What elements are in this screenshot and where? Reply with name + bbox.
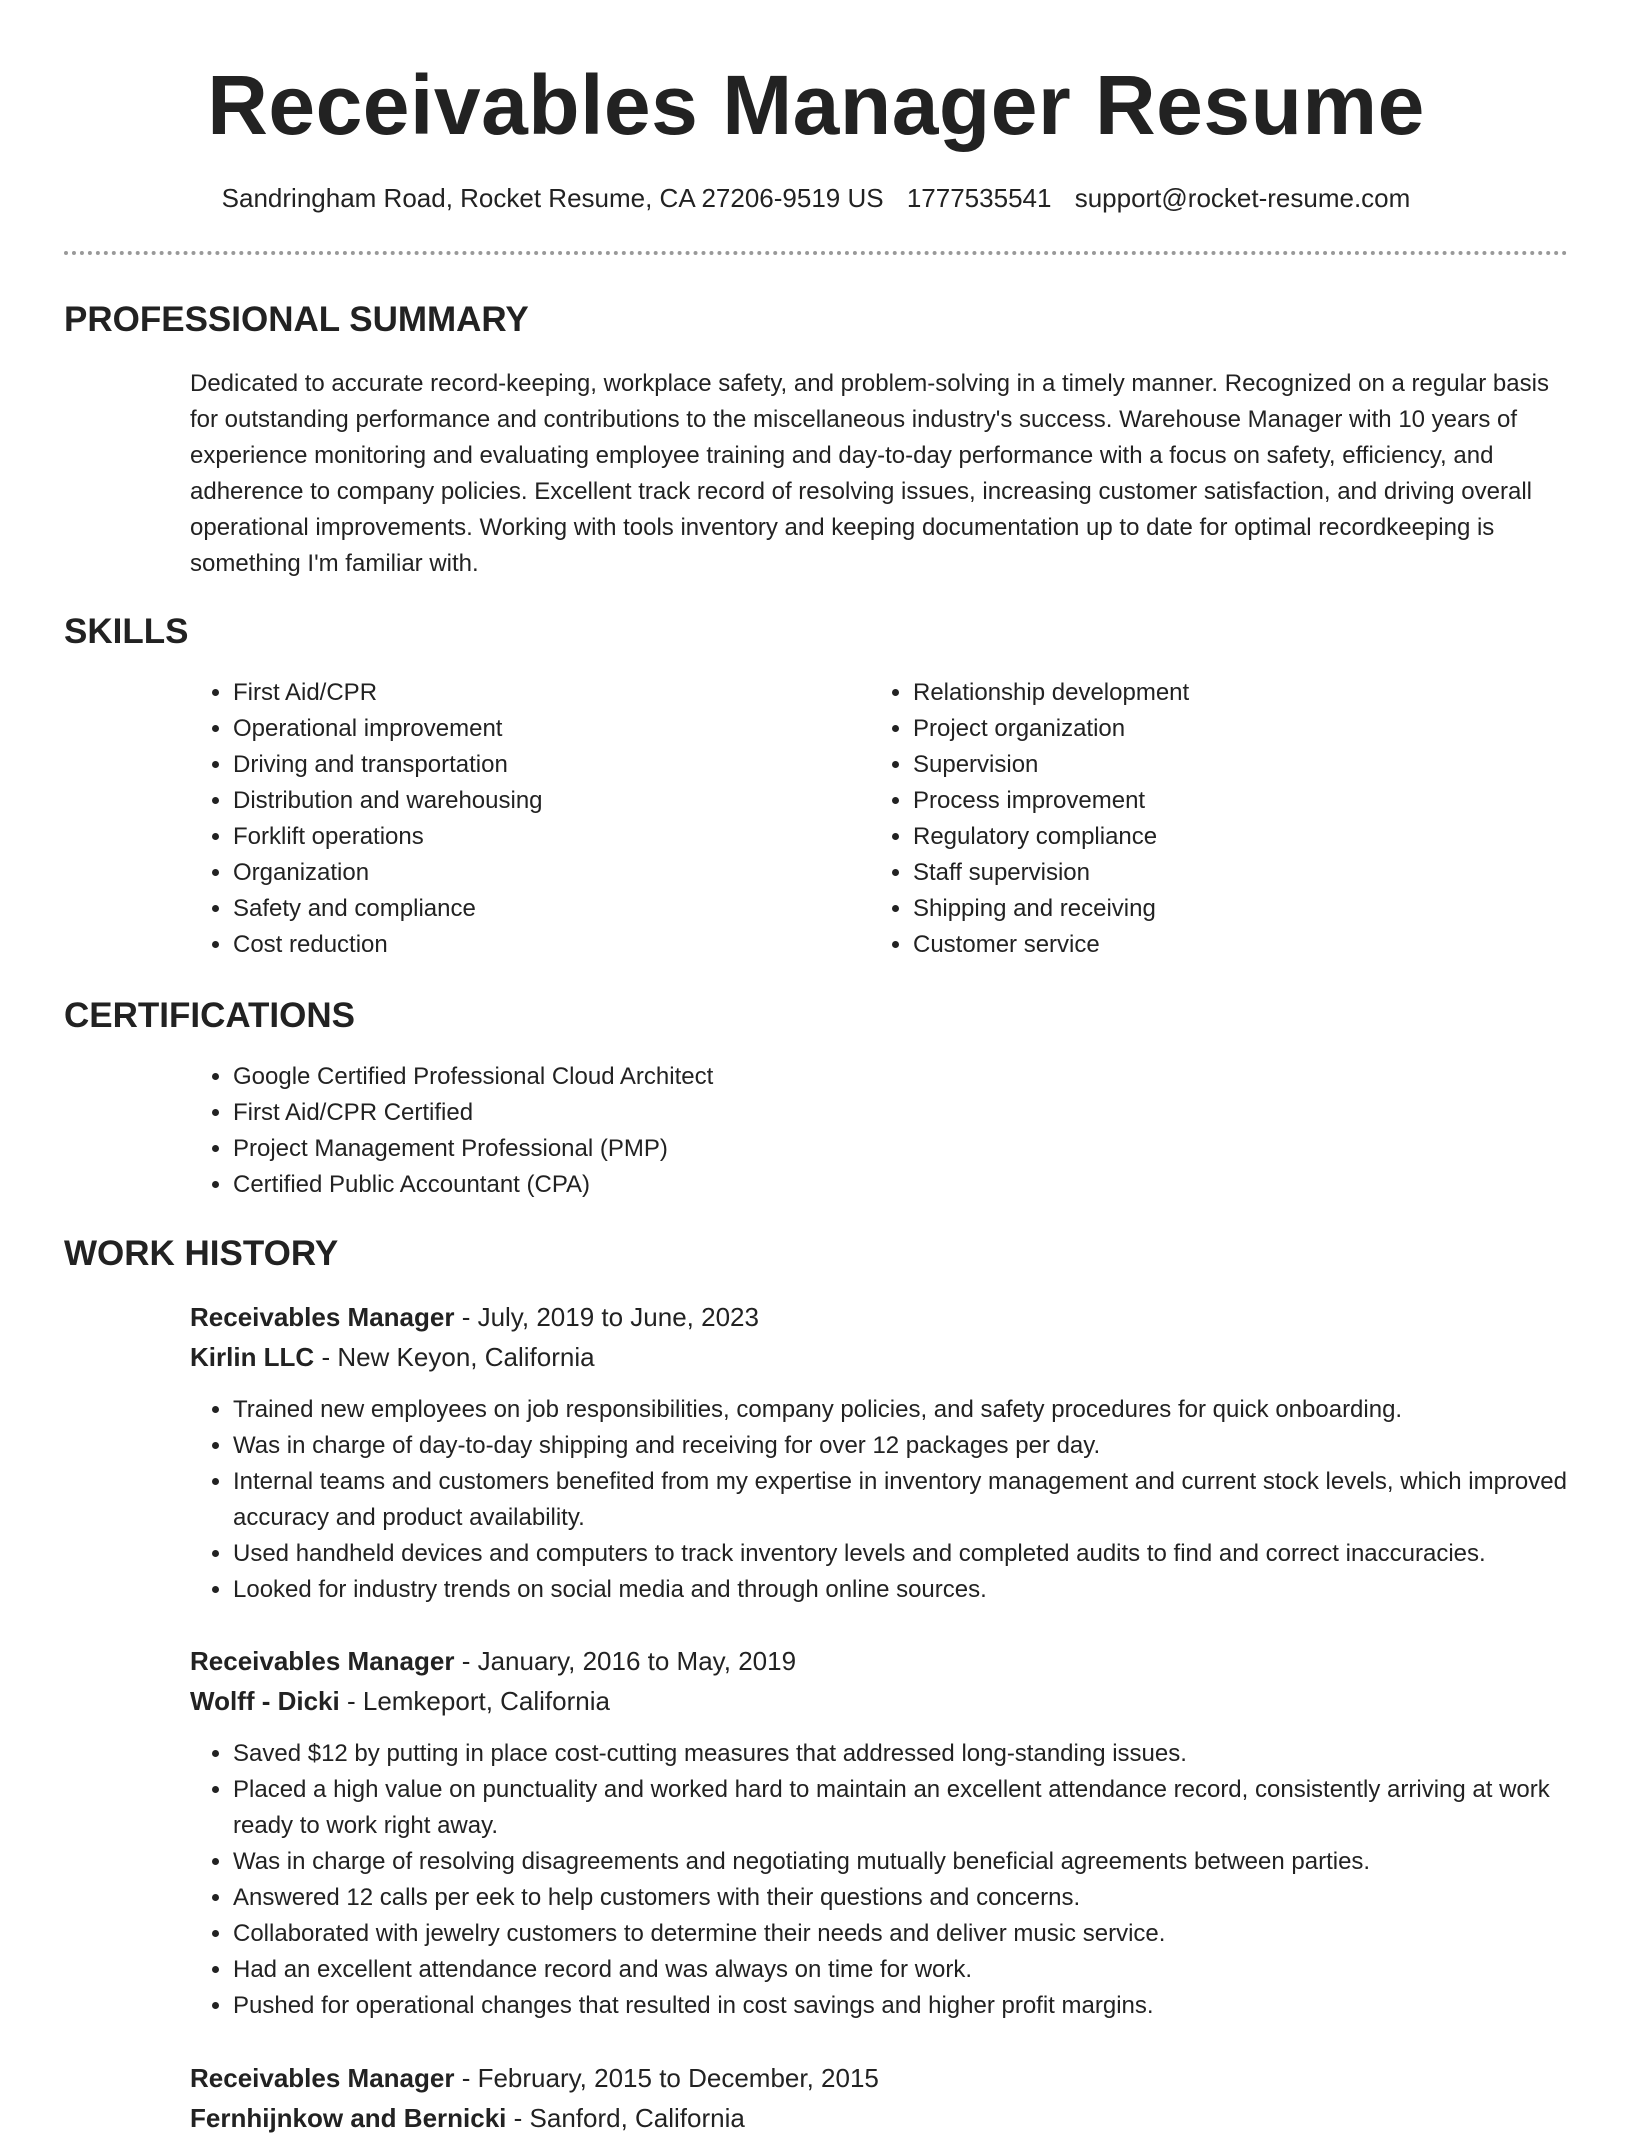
- certification-item: • Project Management Professional (PMP): [233, 1131, 1593, 1167]
- summary-heading: PROFESSIONAL SUMMARY: [64, 300, 529, 339]
- job-bullets: [190, 1736, 1593, 2024]
- job-bullet: • Was in charge of day-to-day shipping and receiving for over 12 packages per day.: [233, 1428, 1593, 1464]
- job-dates: - January, 2016 to May, 2019: [454, 1646, 797, 1676]
- contact-line: [0, 180, 1632, 216]
- job-bullet: • Saved $12 by putting in place cost-cutting measures that addressed long-standing issues.: [233, 1736, 1593, 1772]
- job-company-line: [190, 1681, 610, 1721]
- skill-item: • Staff supervision: [913, 855, 1533, 891]
- skill-item: • Distribution and warehousing: [233, 783, 853, 819]
- job-dates: - February, 2015 to December, 2015: [454, 2063, 879, 2093]
- work-history-heading: WORK HISTORY: [64, 1234, 339, 1273]
- job-title: Receivables Manager: [190, 1302, 455, 1332]
- skill-item: • Organization: [233, 855, 853, 891]
- summary-text: Dedicated to accurate record-keeping, workplace safety, and problem-solving in a timely manner. Recognized on a regular basis for outstanding performance and contributions to the miscellaneous industry's success. Warehouse Manager with 10 years of experience monitoring and evaluating employee training and day-to-day performance with a focus on safety, efficiency, and adherence to company policies. Excellent track record of resolving issues, increasing customer satisfaction, and driving overall operational improvements. Working with tools inventory and keeping documentation up to date for optimal recordkeeping is something I'm familiar with.: [190, 370, 1549, 577]
- job-bullet: • Internal teams and customers benefited from my expertise in inventory management and current stock levels, which improved accuracy and product availability.: [233, 1464, 1593, 1536]
- job-title: Receivables Manager: [190, 2063, 455, 2093]
- certification-item: • Certified Public Accountant (CPA): [233, 1167, 1593, 1203]
- job-bullet: • Trained new employees on job responsibilities, company policies, and safety procedures for quick onboarding.: [233, 1392, 1593, 1428]
- job-title-line: [190, 1297, 759, 1337]
- address-text: Sandringham Road, Rocket Resume, CA 27206-9519 US: [221, 183, 884, 213]
- job-bullet: • Collaborated with jewelry customers to determine their needs and deliver music service.: [233, 1916, 1593, 1952]
- skills-heading: SKILLS: [64, 612, 189, 651]
- skills-list-right: [870, 675, 1533, 963]
- skill-item: • First Aid/CPR: [233, 675, 853, 711]
- job-company: Wolff - Dicki: [190, 1686, 340, 1716]
- certifications-list: [190, 1059, 1593, 1203]
- job-company-line: [190, 1337, 595, 1377]
- job-bullet: • Placed a high value on punctuality and worked hard to maintain an excellent attendance record, consistently arriving at work ready to work right away.: [233, 1772, 1593, 1844]
- skill-item: • Relationship development: [913, 675, 1533, 711]
- certification-item: • First Aid/CPR Certified: [233, 1095, 1593, 1131]
- job-location: - Sanford, California: [506, 2103, 745, 2133]
- skill-item: • Regulatory compliance: [913, 819, 1533, 855]
- job-bullets: [190, 1392, 1593, 1608]
- job-bullet: • Had an excellent attendance record and was always on time for work.: [233, 1952, 1593, 1988]
- job-location: - Lemkeport, California: [339, 1686, 610, 1716]
- job-bullet: • Pushed for operational changes that resulted in cost savings and higher profit margins.: [233, 1988, 1593, 2024]
- skill-item: • Driving and transportation: [233, 747, 853, 783]
- job-location: - New Keyon, California: [314, 1342, 595, 1372]
- skill-item: • Shipping and receiving: [913, 891, 1533, 927]
- job-dates: - July, 2019 to June, 2023: [454, 1302, 759, 1332]
- job-company-line: [190, 2098, 745, 2138]
- job-bullet: • Used handheld devices and computers to track inventory levels and completed audits to find and correct inaccuracies.: [233, 1536, 1593, 1572]
- job-title: Receivables Manager: [190, 1646, 455, 1676]
- job-company: Kirlin LLC: [190, 1342, 315, 1372]
- job-company: Fernhijnkow and Bernicki: [190, 2103, 507, 2133]
- job-title-line: [190, 1641, 796, 1681]
- job-bullet: • Answered 12 calls per eek to help customers with their questions and concerns.: [233, 1880, 1593, 1916]
- header-divider: [64, 251, 1568, 255]
- skill-item: • Supervision: [913, 747, 1533, 783]
- skill-item: • Operational improvement: [233, 711, 853, 747]
- skill-item: • Forklift operations: [233, 819, 853, 855]
- skill-item: • Customer service: [913, 927, 1533, 963]
- skill-item: • Safety and compliance: [233, 891, 853, 927]
- skill-item: • Cost reduction: [233, 927, 853, 963]
- skill-item: • Project organization: [913, 711, 1533, 747]
- skill-item: • Process improvement: [913, 783, 1533, 819]
- job-bullet: • Was in charge of resolving disagreements and negotiating mutually beneficial agreements between parties.: [233, 1844, 1593, 1880]
- resume-title: Receivables Manager Resume: [207, 58, 1425, 152]
- job-title-line: [190, 2058, 879, 2098]
- certification-item: • Google Certified Professional Cloud Architect: [233, 1059, 1593, 1095]
- skills-list-left: [190, 675, 853, 963]
- certifications-heading: CERTIFICATIONS: [64, 996, 356, 1035]
- phone-text: 1777535541: [906, 183, 1052, 213]
- email-link[interactable]: support@rocket-resume.com: [1074, 183, 1411, 213]
- job-bullet: • Looked for industry trends on social media and through online sources.: [233, 1572, 1593, 1608]
